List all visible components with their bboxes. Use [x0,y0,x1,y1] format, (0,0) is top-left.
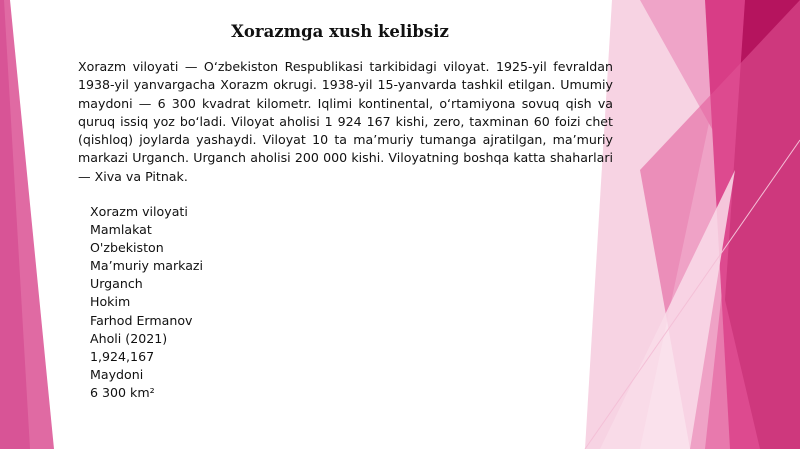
fact-governor-label: Hokim [90,294,131,310]
fact-country-value: O'zbekiston [90,240,164,256]
intro-paragraph: Xorazm viloyati — O‘zbekiston Respublikasi tarkibidagi viloyat. 1925-yil fevraldan 1938-yil yanvargacha Xorazm okrugi. 1938-yil 15-yanvarda tashkil etilgan. Umumiy maydoni — 6 300 kvadrat kilometr. Iqlimi kontinental, oʻrtamiyona sovuq qish va quruq issiq yoz bo‘ladi. Viloyat aholisi 1 924 167 kishi, zero, taxminan 60 foizi chet (qishloq) joylarda yashaydi. Viloyat 10 ta ma’muriy tumanga ajratilgan, ma’muriy markazi Urganch. Urganch aholisi 200 000 kishi. Viloyatning boshqa katta shaharlari — Xiva va Pitnak. [78,59,613,184]
fact-governor-value: Farhod Ermanov [90,312,193,328]
fact-center-value: Urganch [90,276,143,292]
facts-list [90,203,203,402]
fact-center-label: Ma’muriy markazi [90,258,204,274]
fact-area-label: Maydoni [90,366,144,382]
fact-population-value: 1,924,167 [90,348,155,364]
fact-region-name: Xorazm viloyati [90,204,188,219]
fact-country-label: Mamlakat [90,222,152,238]
slide-title: Xorazmga xush kelibsiz [231,22,449,41]
fact-population-label: Aholi (2021) [90,330,168,346]
fact-area-value: 6 300 km² [90,384,155,400]
